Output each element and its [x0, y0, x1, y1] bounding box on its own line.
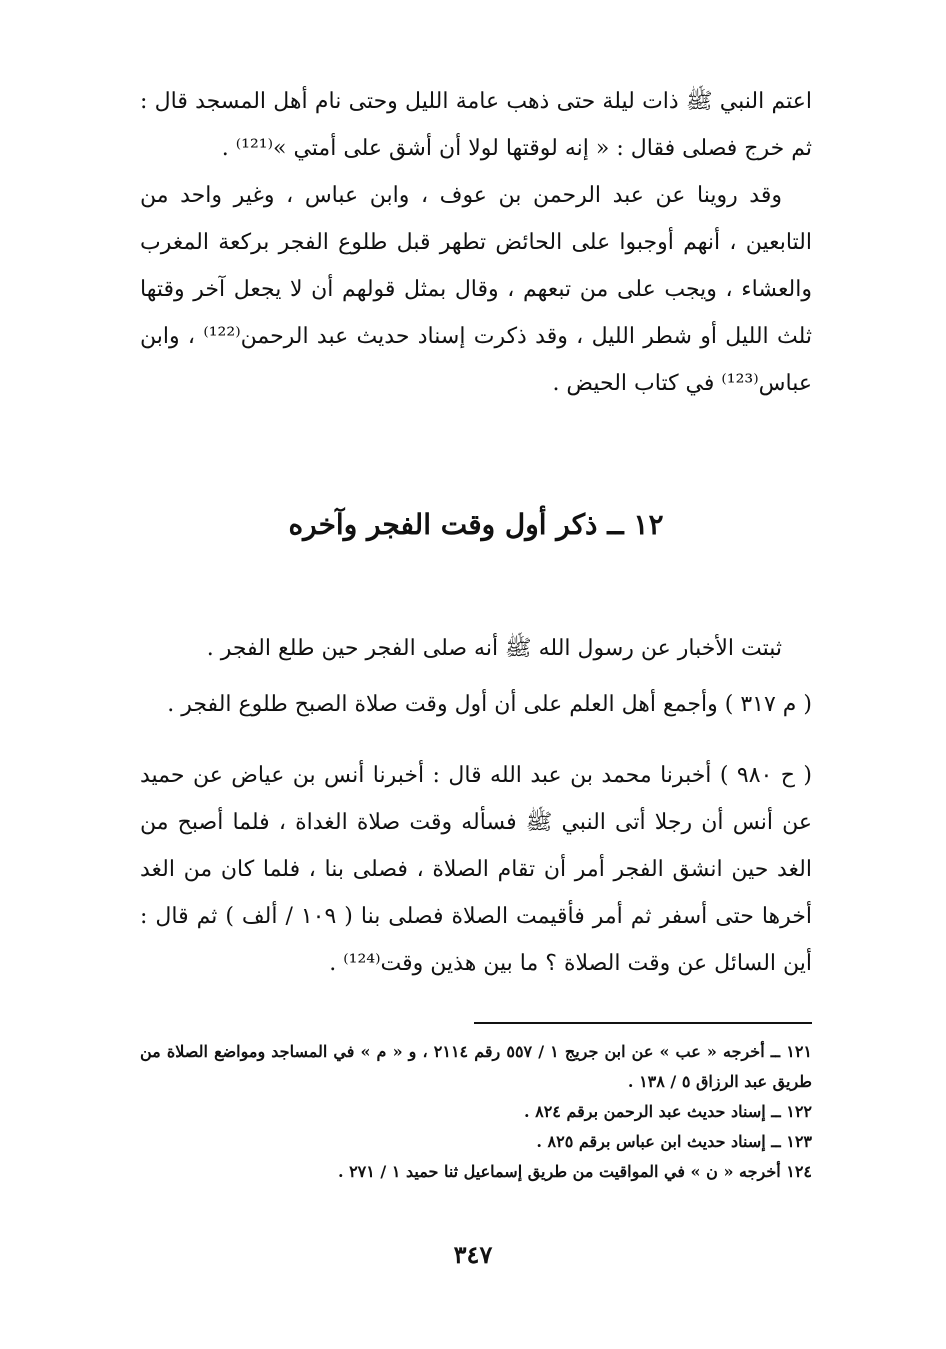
paragraph-fajr-reports: ثبتت الأخبار عن رسول الله ﷺ أنه صلى الفجر حين طلع الفجر . — [206, 636, 782, 661]
footnotes — [140, 1037, 812, 1187]
footnote-124: ١٢٤ أخرجه « ن » في المواقيت من طريق إسماعيل ثنا حميد ١ / ٢٧١ . — [337, 1162, 812, 1181]
footnote-121: ١٢١ ــ أخرجه « عب » عن ابن جريج ١ / ٥٥٧ رقم ٢١١٤ ، و « م » في المساجد ومواضع الصلاة من طريق عبد الرزاق ٥ / ١٣٨ . — [140, 1042, 812, 1091]
paragraph-consensus: ( م ٣١٧ ) وأجمع أهل العلم على أن أول وقت صلاة الصبح طلوع الفجر . — [167, 692, 812, 717]
paragraph-menstruation-ruling: وقد روينا عن عبد الرحمن بن عوف ، وابن عباس ، وغير واحد من التابعين ، أنهم أوجبوا على الحائض تطهر قبل طلوع الفجر بركعة المغرب والعشاء ، ويجب على من تبعهم ، وقال بمثل قولهم أن لا يجعل آخر وقتها ثلث الليل أو شطر الليل ، وقد ذكرت إسناد حديث عبد الرحمن⁽¹²²⁾ ، وابن عباس⁽¹²³⁾ في كتاب الحيض . — [140, 183, 812, 396]
section-heading: ١٢ ــ ذكر أول وقت الفجر وآخره — [288, 508, 664, 541]
footnote-divider — [474, 1022, 812, 1024]
footnote-122: ١٢٢ ــ إسناد حديث عبد الرحمن برقم ٨٢٤ . — [523, 1102, 812, 1121]
page-number: ٣٤٧ — [453, 1240, 493, 1269]
footnote-123: ١٢٣ ــ إسناد حديث ابن عباس برقم ٨٢٥ . — [536, 1132, 812, 1151]
paragraph-hadith-980: ( ح ٩٨٠ ) أخبرنا محمد بن عبد الله قال : أخبرنا أنس بن عياض عن حميد عن أنس أن رجلا أتى النبي ﷺ فسأله وقت صلاة الغداة ، فلما أصبح من الغد حين انشق الفجر أمر أن تقام الصلاة ، فصلى بنا ، فلما كان من الغد أخرها حتى أسفر ثم أمر فأقيمت الصلاة فصلى بنا ( ١٠٩ / ألف ) ثم قال : أين السائل عن وقت الصلاة ؟ ما بين هذين وقت⁽¹²⁴⁾ . — [140, 763, 812, 976]
paragraph-hadith-isha: اعتم النبي ﷺ ذات ليلة حتى ذهب عامة الليل وحتى نام أهل المسجد قال : ثم خرج فصلى فقال : « إنه لوقتها لولا أن أشق على أمتي »⁽¹²¹⁾ . — [140, 89, 812, 161]
